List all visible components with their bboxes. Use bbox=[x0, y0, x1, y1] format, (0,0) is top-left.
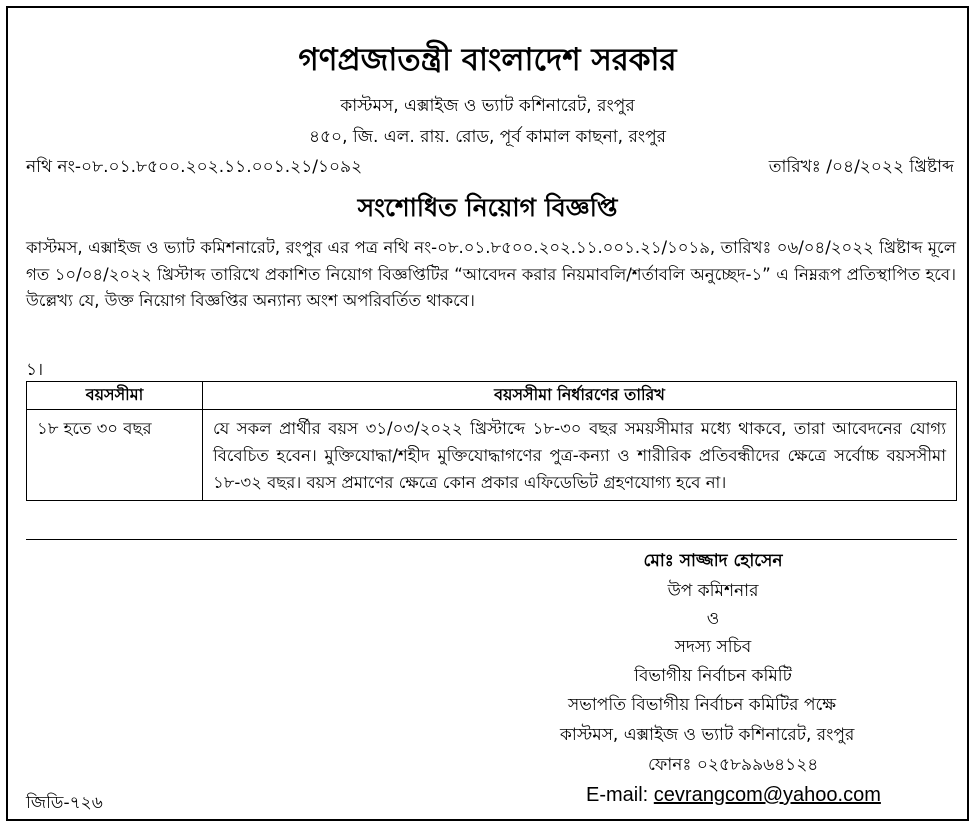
gd-number: জিডি-৭২৬ bbox=[26, 793, 103, 813]
signatory-office: কাস্টমস, এক্সাইজ ও ভ্যাট কশিনারেট, রংপুর bbox=[560, 725, 855, 745]
email-link[interactable]: cevrangcom@yahoo.com bbox=[653, 784, 881, 806]
signatory-committee: বিভাগীয় নির্বাচন কমিটি bbox=[634, 666, 792, 686]
office-address: ৪৫০, জি. এল. রায়. রোড, পূর্ব কামাল কাছনা, রংপুর bbox=[308, 127, 667, 147]
age-limit-table bbox=[26, 381, 957, 501]
email-line bbox=[586, 784, 881, 807]
signatory-phone: ফোনঃ ০২৫৮৯৯৬৪১২৪ bbox=[648, 755, 819, 775]
signatory-designation: উপ কমিশনার bbox=[667, 581, 759, 601]
signatory-name: মোঃ সাজ্জাদ হোসেন bbox=[643, 551, 783, 571]
item-number: ১। bbox=[26, 360, 44, 380]
table-row bbox=[27, 410, 957, 501]
government-title: গণপ্রজাতন্ত্রী বাংলাদেশ সরকার bbox=[298, 42, 677, 78]
notice-date: তারিখঃ /০৪/২০২২ খ্রিষ্টাব্দ bbox=[768, 157, 954, 177]
office-name: কাস্টমস, এক্সাইজ ও ভ্যাট কশিনারেট, রংপুর bbox=[340, 96, 635, 116]
signatory-on-behalf: সভাপতি বিভাগীয় নির্বাচন কমিটির পক্ষে bbox=[568, 695, 837, 715]
divider bbox=[26, 539, 957, 540]
table-header-age-date: বয়সসীমা নির্ধারণের তারিখ bbox=[203, 382, 957, 410]
table-header-age-limit: বয়সসীমা bbox=[27, 382, 203, 410]
notice-document bbox=[6, 6, 969, 821]
signatory-role: সদস্য সচিব bbox=[674, 637, 752, 657]
signatory-conjunction: ও bbox=[706, 609, 720, 629]
notice-title: সংশোধিত নিয়োগ বিজ্ঞপ্তি bbox=[357, 193, 618, 222]
age-description-cell: যে সকল প্রার্থীর বয়স ৩১/০৩/২০২২ খ্রিস্টাব্দে ১৮-৩০ বছর সময়সীমার মধ্যে থাকবে, তারা আবেদনের যোগ্য বিবেচিত হবেন। মুক্তিযোদ্ধা/শহীদ মুক্তিযোদ্ধাগণের পুত্র-কন্যা ও শারীরিক প্রতিবন্ধীদের ক্ষেত্রে সর্বোচ্চ বয়সসীমা ১৮-৩২ বছর। বয়স প্রমাণের ক্ষেত্রে কোন প্রকার এফিডেভিট গ্রহণযোগ্য হবে না। bbox=[203, 410, 957, 501]
notice-body: কাস্টমস, এক্সাইজ ও ভ্যাট কমিশনারেট, রংপুর এর পত্র নথি নং-০৮.০১.৮৫০০.২০২.১১.০০১.২১/১০১৯, তারিখঃ ০৬/০৪/২০২২ খ্রিষ্টাব্দ মূলে গত ১০/০৪/২০২২ খ্রিস্টাব্দ তারিখে প্রকাশিত নিয়োগ বিজ্ঞপ্তিটির “আবেদন করার নিয়মাবলি/শর্তাবলি অনুচ্ছেদ-১” এ নিম্নরূপ প্রতিস্থাপিত হবে। উল্লেখ্য যে, উক্ত নিয়োগ বিজ্ঞপ্তির অন্যান্য অংশ অপরিবর্তিত থাকবে। bbox=[26, 238, 956, 310]
age-limit-cell: ১৮ হতে ৩০ বছর bbox=[27, 410, 203, 501]
file-number: নথি নং-০৮.০১.৮৫০০.২০২.১১.০০১.২১/১০৯২ bbox=[26, 157, 363, 177]
email-label: E-mail: bbox=[586, 784, 654, 806]
table-header-row bbox=[27, 382, 957, 410]
